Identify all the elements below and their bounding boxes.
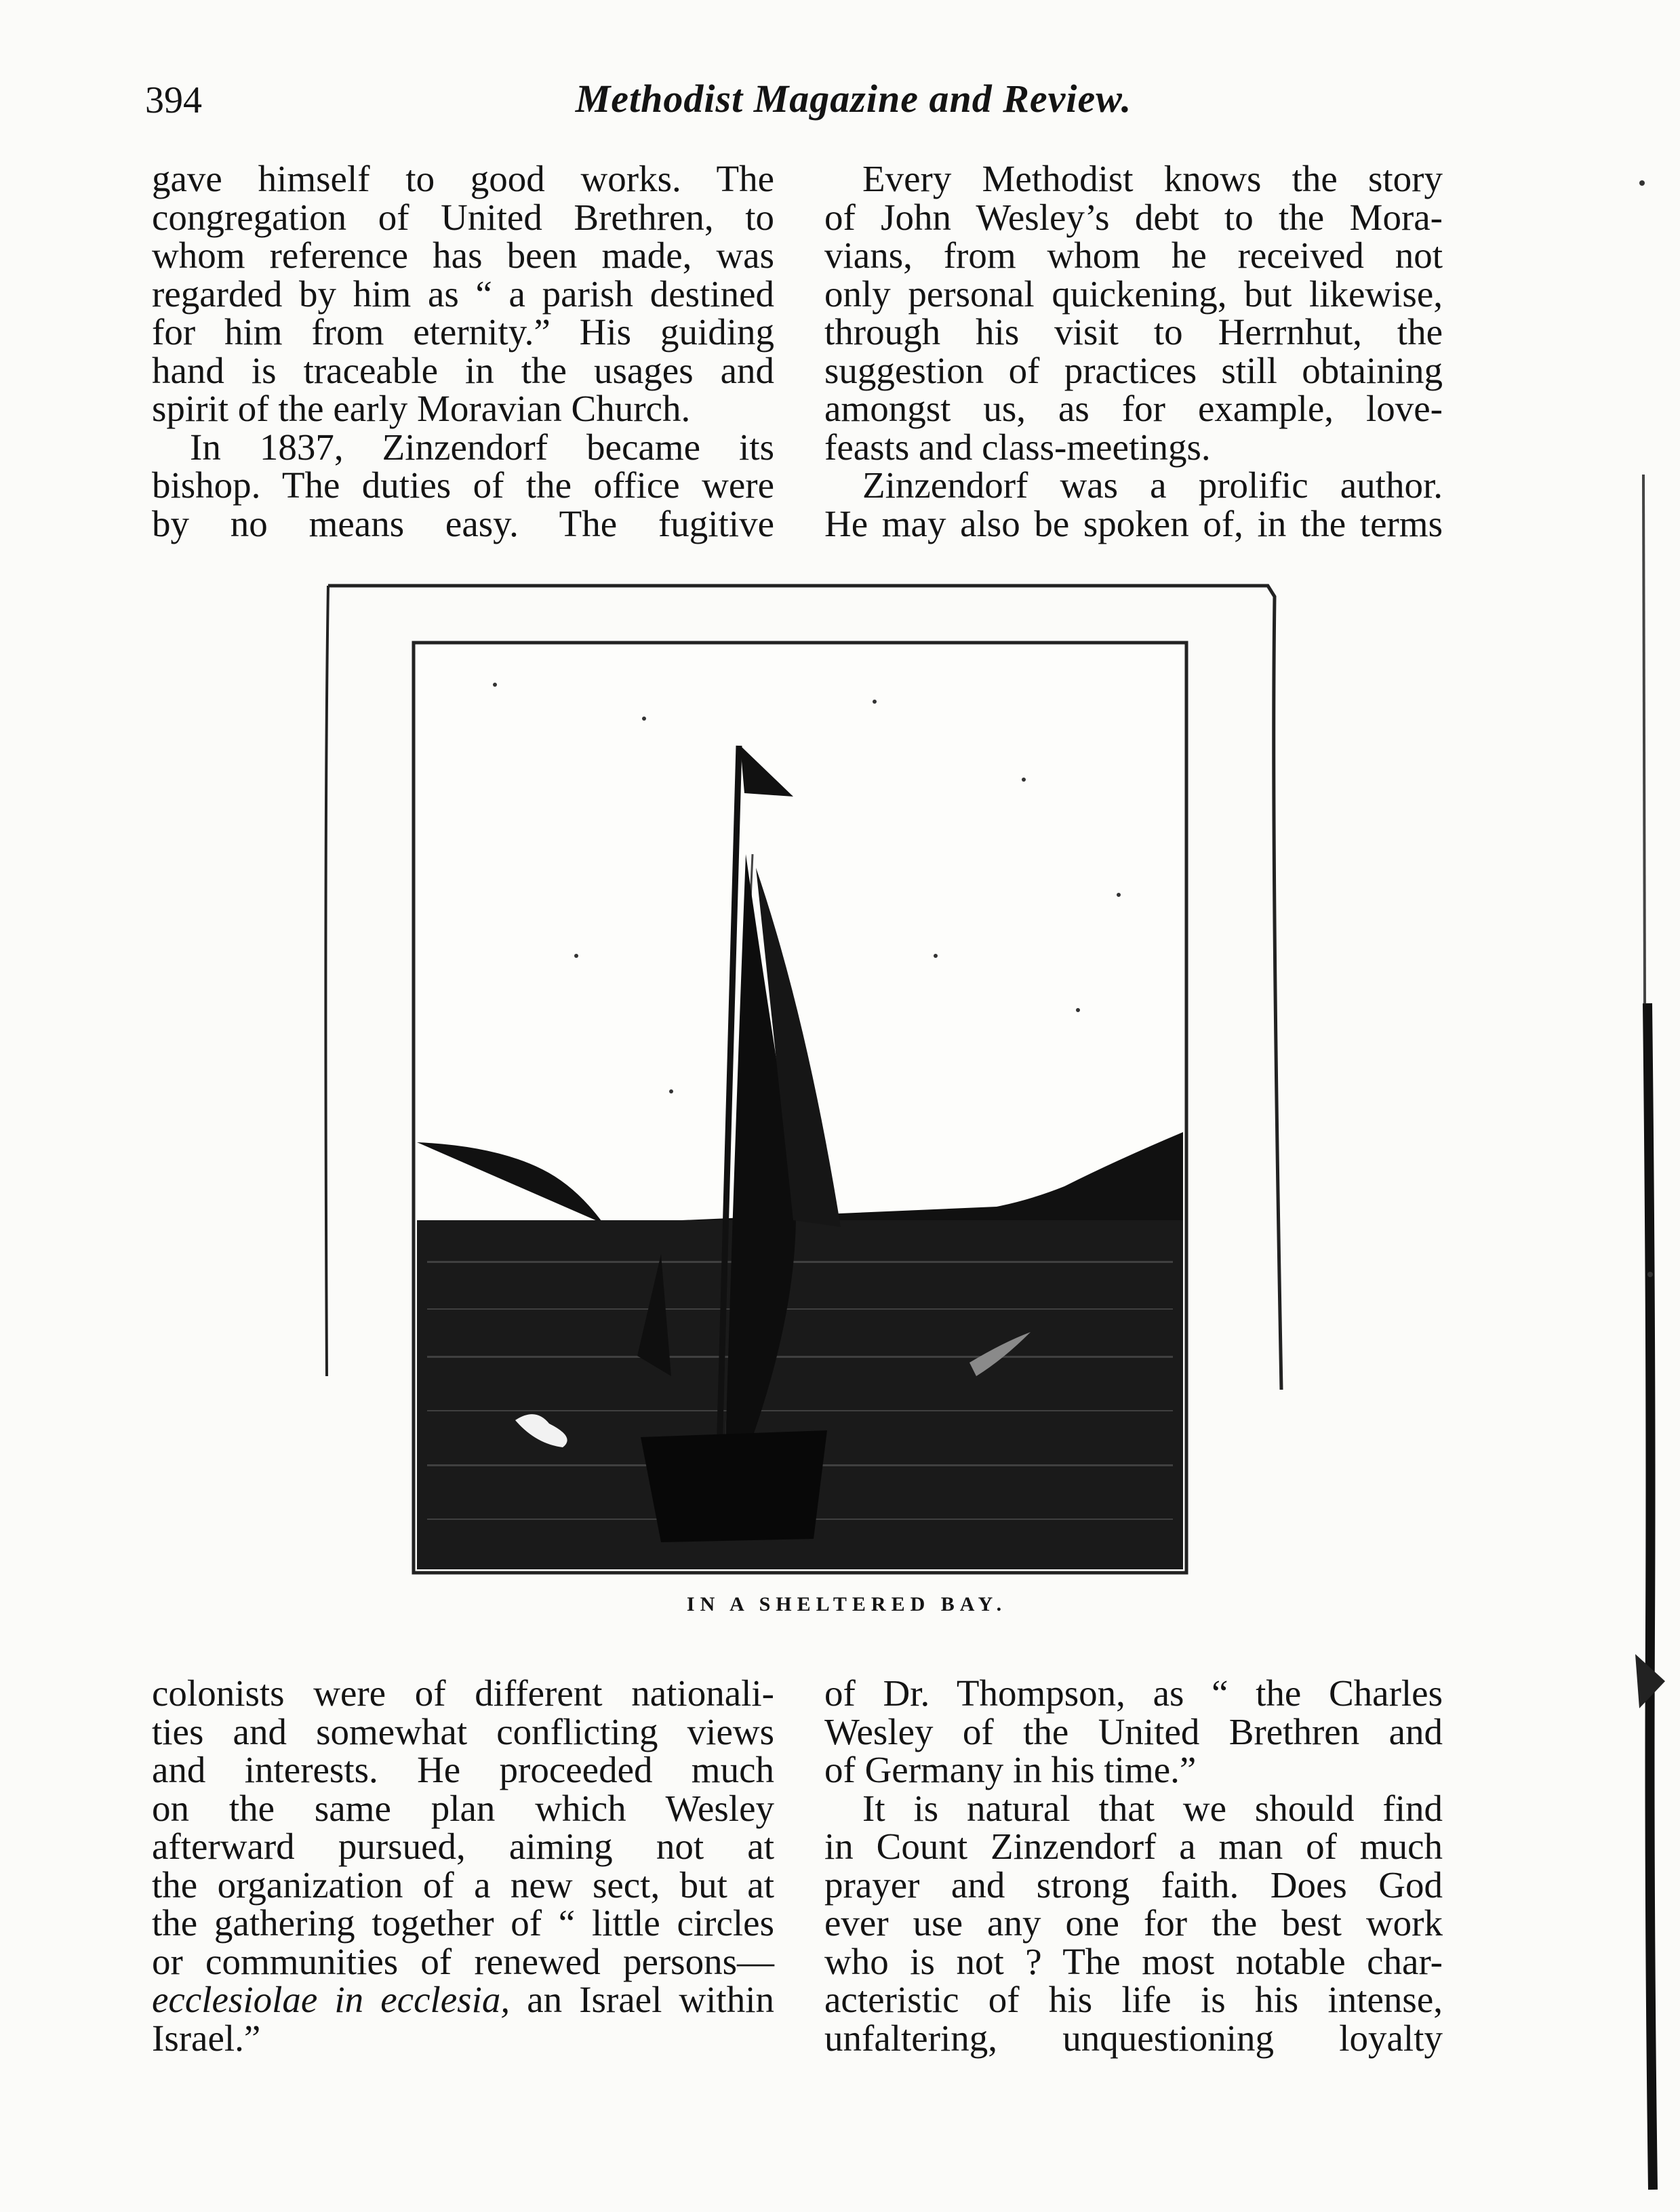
paragraph <box>152 160 774 428</box>
text-line: Zinzendorf was a prolific author. <box>862 464 1443 506</box>
paragraph <box>824 466 1443 543</box>
text-line: only personal quickening, but likewise, <box>824 273 1443 315</box>
text-line: Every Methodist knows the story <box>862 158 1443 199</box>
text-line: bishop. The duties of the office were <box>152 464 774 506</box>
text-line: ties and somewhat conflicting views <box>152 1710 774 1752</box>
text-line: and interests. He proceeded much <box>152 1749 774 1790</box>
column-top-right <box>824 160 1443 543</box>
text-line: gave himself to good works. The <box>152 158 774 199</box>
text-line: of John Wesley’s debt to the Mora- <box>824 196 1443 238</box>
paragraph <box>152 1674 774 2057</box>
text-fragment: an Israel within <box>510 1979 774 2020</box>
text-line: In 1837, Zinzendorf became its <box>190 426 774 468</box>
text-line: ever use any one for the best work <box>824 1902 1443 1944</box>
text-line: congregation of United Brethren, to <box>152 196 774 238</box>
text-line: suggestion of practices still obtaining <box>824 349 1443 391</box>
text-line: by no means easy. The fugitive <box>152 502 774 544</box>
text-line: Wesley of the United Brethren and <box>824 1710 1443 1752</box>
text-line: who is not ? The most notable char- <box>824 1940 1443 1982</box>
hull <box>641 1430 827 1542</box>
text-line: on the same plan which Wesley <box>152 1787 774 1829</box>
text-line: or communities of renewed persons— <box>152 1940 774 1982</box>
text-line: He may also be spoken of, in the terms <box>824 502 1443 544</box>
text-line: regarded by him as “ a parish destined <box>152 273 774 315</box>
latin-phrase: ecclesiolae in ecclesia, <box>152 1979 511 2020</box>
paragraph <box>824 1674 1443 1790</box>
column-bottom-right <box>824 1674 1443 2057</box>
text-line: spirit of the early Moravian Church. <box>152 388 691 429</box>
text-line: the organization of a new sect, but at <box>152 1864 774 1906</box>
text-line: for him from eternity.” His guiding <box>152 311 774 353</box>
sailboat-illustration <box>319 576 1322 1580</box>
text-line: of Dr. Thompson, as “ the Charles <box>824 1672 1443 1714</box>
outer-frame-left <box>325 586 328 1376</box>
running-title: Methodist Magazine and Review. <box>575 77 1132 121</box>
text-line: afterward pursued, aiming not at <box>152 1826 774 1867</box>
text-line: the gathering together of “ little circles <box>152 1902 774 1944</box>
text-line: It is natural that we should find <box>862 1787 1443 1829</box>
text-line: in Count Zinzendorf a man of much <box>824 1826 1443 1867</box>
text-line: colonists were of different nationali- <box>152 1672 774 1714</box>
text-line: whom reference has been made, was <box>152 235 774 276</box>
binding-edge <box>1585 0 1680 2212</box>
paragraph <box>824 160 1443 466</box>
text-line: amongst us, as for example, love- <box>824 388 1443 429</box>
text-line: prayer and strong faith. Does God <box>824 1864 1443 1906</box>
text-line: unfaltering, unquestioning loyalty <box>824 2017 1443 2059</box>
paragraph <box>152 428 774 544</box>
paragraph <box>824 1787 1443 2059</box>
text-line: feasts and class-meetings. <box>824 426 1211 468</box>
text-line: hand is traceable in the usages and <box>152 349 774 391</box>
column-bottom-left <box>152 1674 774 2057</box>
text-line: acteristic of his life is his intense, <box>824 1979 1443 2020</box>
text-line: through his visit to Herrnhut, the <box>824 311 1443 353</box>
text-line <box>152 1981 774 2019</box>
text-line: vians, from whom he received not <box>824 235 1443 276</box>
column-top-left <box>152 160 774 543</box>
figure-caption: IN A SHELTERED BAY. <box>686 1593 1007 1615</box>
text-line: of Germany in his time.” <box>824 1749 1197 1790</box>
page-number: 394 <box>145 79 202 121</box>
text-line: Israel.” <box>152 2017 261 2059</box>
